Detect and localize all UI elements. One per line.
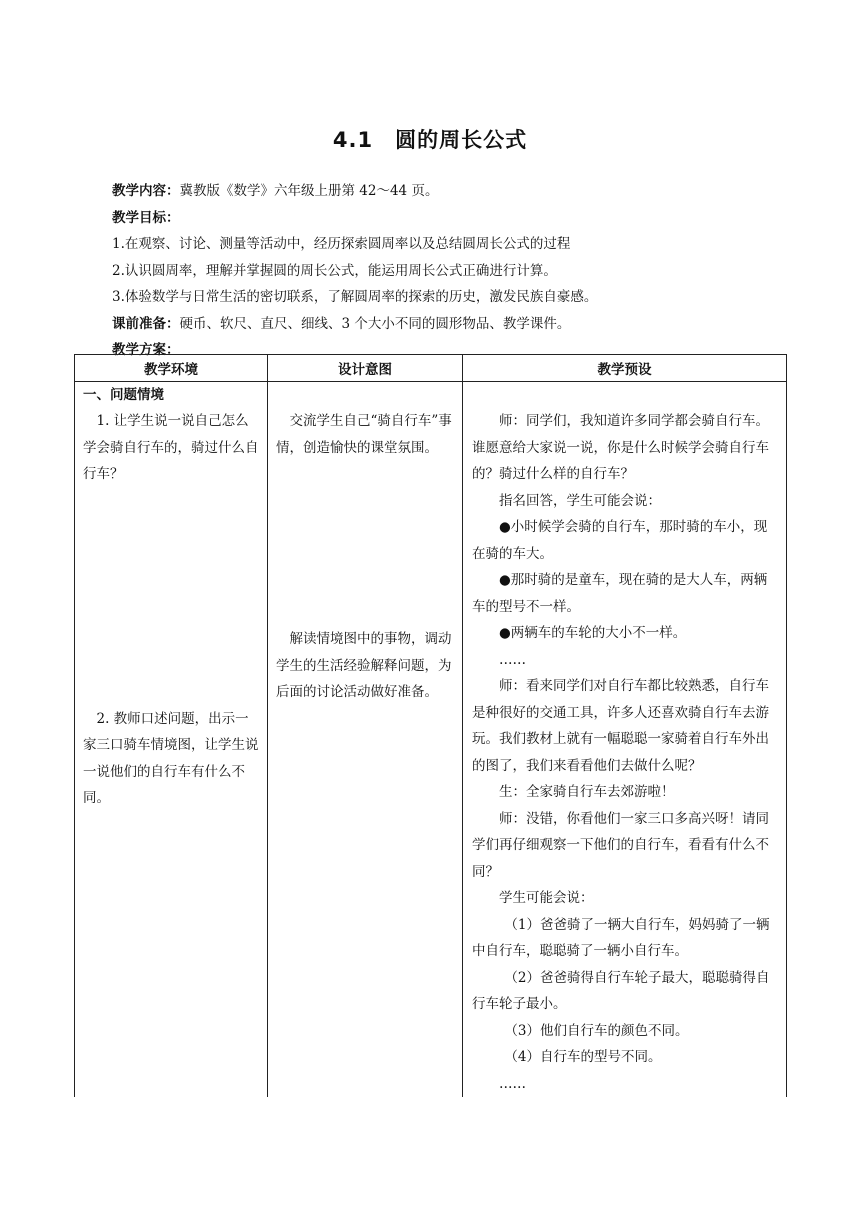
prep-label: 课前准备： [112,315,180,332]
plan-label: 教学方案： [112,342,180,358]
preset-line: （2）爸爸骑得自行车轮子最大，聪聪骑得自行车轮子最小。 [472,969,770,1012]
intent-item-2: 解读情境图中的事物，调动学生的生活经验解释问题，为后面的讨论活动做好准备。 [276,631,452,700]
env-item-2: 2. 教师口述问题，出示一家三口骑车情境图，让学生说一说他们的自行车有什么不同。 [83,710,259,806]
table-header-row [75,355,787,382]
preset-line: 学生可能会说： [499,890,594,906]
lesson-meta [112,178,792,364]
preset-line: （1）爸爸骑了一辆大自行车，妈妈骑了一辆中自行车，聪聪骑了一辆小自行车。 [472,916,770,959]
goal-item-2: 2.认识圆周率，理解并掌握圆的周长公式，能运用周长公式正确进行计算。 [112,262,557,279]
header-environment: 教学环境 [75,355,268,382]
preset-line: …… [499,1075,526,1092]
prep-text: 硬币、软尺、直尺、细线、3 个大小不同的圆形物品、教学课件。 [179,315,571,332]
preset-line: 师：没错，你看他们一家三口多高兴呀！请同学们再仔细观察一下他们的自行车，看看有什么不同？ [472,810,769,880]
preset-line: 师：看来同学们对自行车都比较熟悉，自行车是种很好的交通工具，许多人还喜欢骑自行车去游玩。我们教材上就有一幅聪聪一家骑着自行车外出的图了，我们来看看他们去做什么呢？ [472,678,769,774]
environment-cell [75,382,268,1098]
preset-line: ●小时候学会骑的自行车，那时骑的车小，现在骑的车大。 [472,519,768,562]
header-intent: 设计意图 [268,355,463,382]
goals-label: 教学目标： [112,209,180,226]
preset-cell [463,382,787,1098]
content-line [112,178,792,205]
preset-line: 师：同学们，我知道许多同学都会骑自行车。谁愿意给大家说一说，你是什么时候学会骑自行车的？骑过什么样的自行车？ [472,413,769,482]
preset-line: 生：全家骑自行车去郊游啦！ [499,784,675,800]
goals-heading [112,205,792,232]
goal-item-3: 3.体验数学与日常生活的密切联系，了解圆周率的探索的历史，激发民族自豪感。 [112,289,598,305]
prep-line [112,311,792,338]
preset-line: （4）自行车的型号不同。 [504,1049,662,1065]
content-text: 冀教版《数学》六年级上册第 42～44 页。 [179,183,439,199]
goal-item-1: 1.在观察、讨论、测量等活动中，经历探索圆周率以及总结圆周长公式的过程 [112,236,571,252]
env-item-1: 1. 让学生说一说自己怎么学会骑自行车的，骑过什么自行车？ [83,413,259,482]
table-row [75,382,787,1098]
section-title: 一、问题情境 [83,387,164,403]
intent-item-1: 交流学生自己“骑自行车”事情，创造愉快的课堂氛围。 [276,413,452,456]
preset-line: ●那时骑的是童车，现在骑的是大人车，两辆车的型号不一样。 [472,572,768,615]
header-preset: 教学预设 [463,355,787,382]
lesson-plan-table [74,354,787,1097]
content-label: 教学内容： [112,183,180,199]
page-title: 4.1 圆的周长公式 [332,128,528,152]
preset-line: （3）他们自行车的颜色不同。 [504,1022,689,1039]
preset-line: ●两辆车的车轮的大小不一样。 [499,625,687,641]
preset-line: 指名回答，学生可能会说： [499,492,661,509]
preset-line: …… [499,651,526,668]
intent-cell [268,382,463,1098]
